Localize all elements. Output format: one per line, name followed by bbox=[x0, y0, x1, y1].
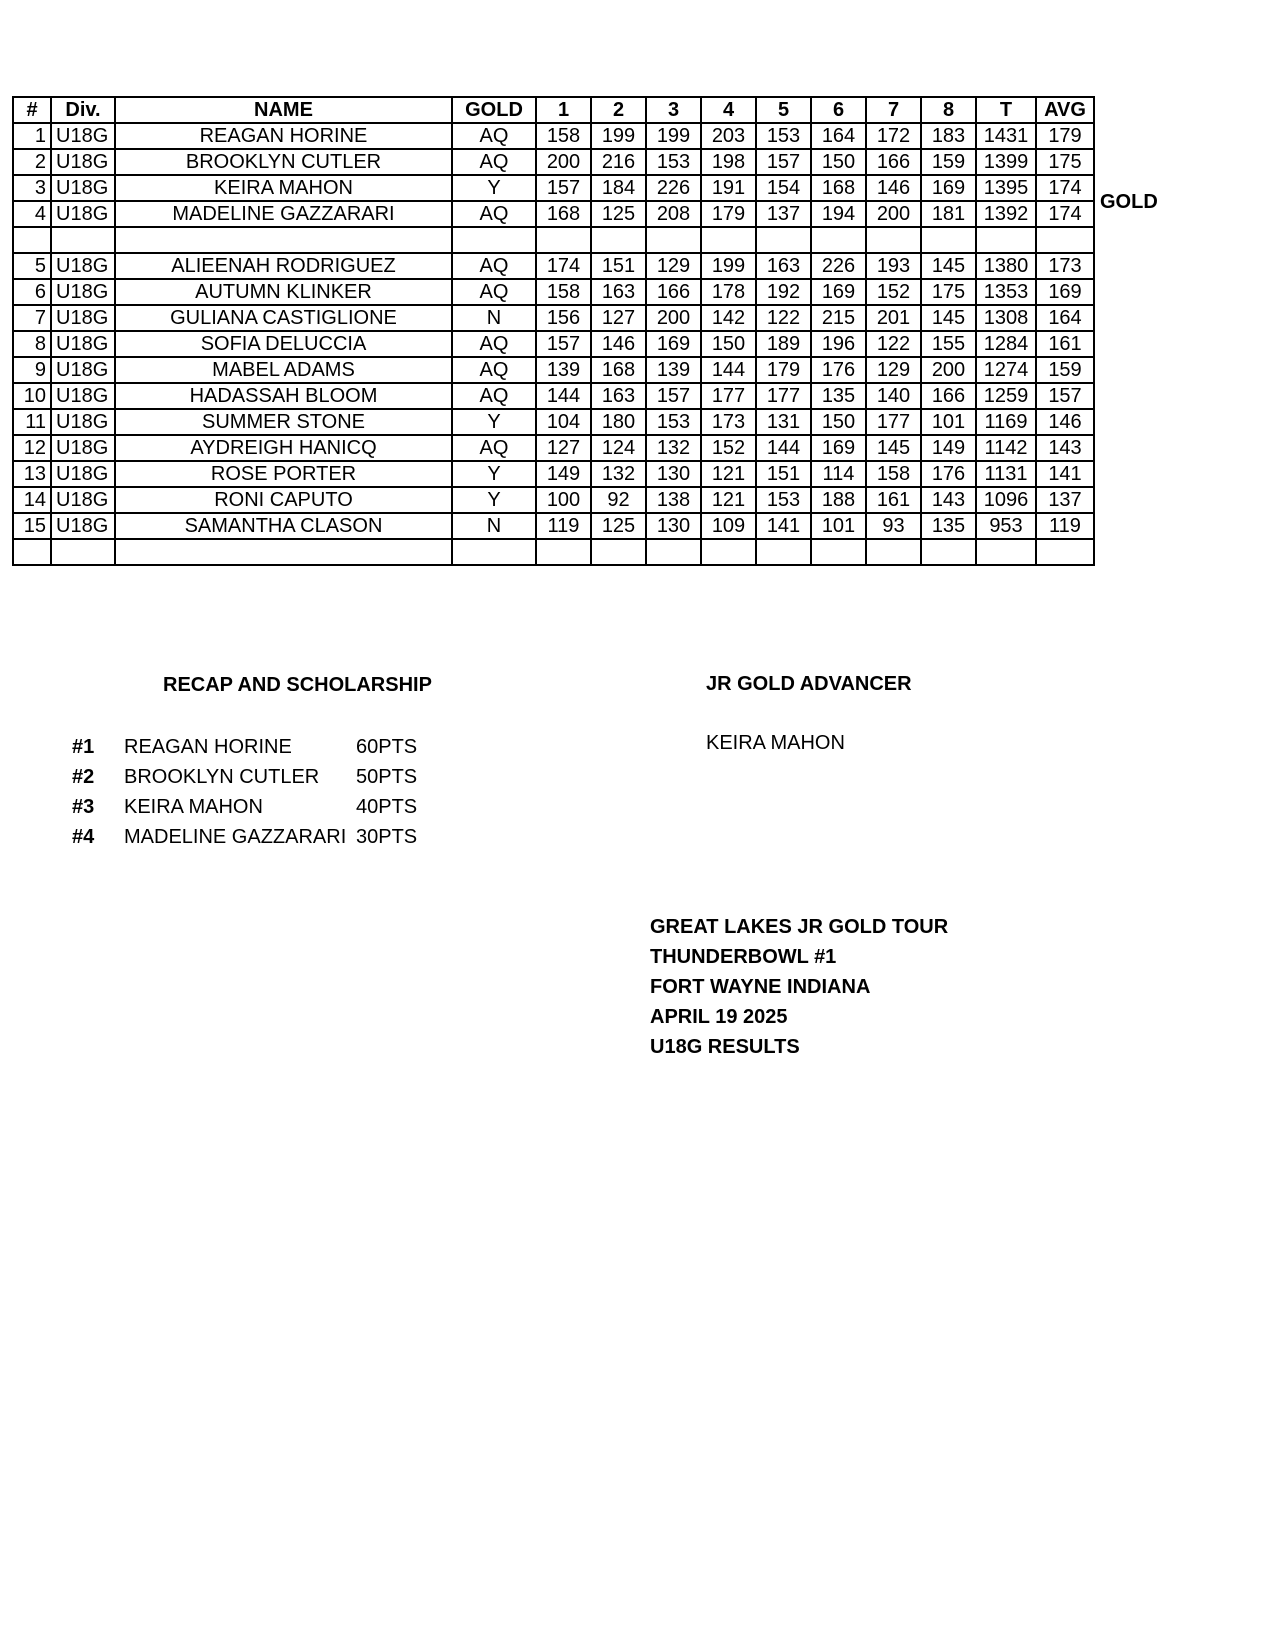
cell-total: 1142 bbox=[976, 435, 1036, 461]
cell-game-1: 139 bbox=[536, 357, 591, 383]
cell-total: 953 bbox=[976, 513, 1036, 539]
cell-game-3: 153 bbox=[646, 149, 701, 175]
cell-game-8: 155 bbox=[921, 331, 976, 357]
cell-gold: AQ bbox=[452, 383, 536, 409]
cell-rank bbox=[13, 539, 51, 565]
cell-name: AYDREIGH HANICQ bbox=[115, 435, 452, 461]
cell-game-1: 157 bbox=[536, 175, 591, 201]
cell-game-4: 178 bbox=[701, 279, 756, 305]
cell-gold: AQ bbox=[452, 357, 536, 383]
cell-gold: Y bbox=[452, 175, 536, 201]
cell-game-5: 137 bbox=[756, 201, 811, 227]
header-game-7: 7 bbox=[866, 97, 921, 123]
cell-game-4 bbox=[701, 227, 756, 253]
recap-rank: #4 bbox=[72, 825, 95, 848]
cell-rank: 5 bbox=[13, 253, 51, 279]
cell-game-2: 163 bbox=[591, 279, 646, 305]
cell-total: 1308 bbox=[976, 305, 1036, 331]
cell-gold: N bbox=[452, 305, 536, 331]
cell-game-4: 179 bbox=[701, 201, 756, 227]
cell-game-6: 215 bbox=[811, 305, 866, 331]
cell-rank: 8 bbox=[13, 331, 51, 357]
cell-name: ALIEENAH RODRIGUEZ bbox=[115, 253, 452, 279]
header-average: AVG bbox=[1036, 97, 1094, 123]
cell-rank: 14 bbox=[13, 487, 51, 513]
event-info bbox=[650, 912, 948, 1062]
cell-name: SAMANTHA CLASON bbox=[115, 513, 452, 539]
cell-game-1: 156 bbox=[536, 305, 591, 331]
cell-game-2 bbox=[591, 539, 646, 565]
recap-name: KEIRA MAHON bbox=[124, 795, 263, 818]
header-game-6: 6 bbox=[811, 97, 866, 123]
cell-game-5: 157 bbox=[756, 149, 811, 175]
cell-rank: 1 bbox=[13, 123, 51, 149]
cell-gold: N bbox=[452, 513, 536, 539]
cell-game-7: 201 bbox=[866, 305, 921, 331]
cell-game-2: 146 bbox=[591, 331, 646, 357]
cell-game-6: 169 bbox=[811, 279, 866, 305]
cell-game-2 bbox=[591, 227, 646, 253]
cell-division: U18G bbox=[51, 461, 115, 487]
event-tour: GREAT LAKES JR GOLD TOUR bbox=[650, 916, 949, 938]
advancer-title: JR GOLD ADVANCER bbox=[706, 673, 912, 695]
cell-division: U18G bbox=[51, 409, 115, 435]
cell-game-1: 100 bbox=[536, 487, 591, 513]
cell-game-8: 181 bbox=[921, 201, 976, 227]
cell-average: 175 bbox=[1036, 149, 1094, 175]
cell-game-3: 169 bbox=[646, 331, 701, 357]
cell-game-2: 125 bbox=[591, 513, 646, 539]
cell-division: U18G bbox=[51, 383, 115, 409]
cell-average: 179 bbox=[1036, 123, 1094, 149]
cell-game-3: 139 bbox=[646, 357, 701, 383]
cell-rank: 2 bbox=[13, 149, 51, 175]
cell-game-8: 145 bbox=[921, 305, 976, 331]
cell-game-8: 176 bbox=[921, 461, 976, 487]
cell-total: 1274 bbox=[976, 357, 1036, 383]
cell-division: U18G bbox=[51, 435, 115, 461]
table-row bbox=[13, 305, 1094, 331]
cell-average: 146 bbox=[1036, 409, 1094, 435]
cell-division bbox=[51, 227, 115, 253]
cell-game-1: 149 bbox=[536, 461, 591, 487]
cell-rank: 3 bbox=[13, 175, 51, 201]
recap-item bbox=[72, 792, 417, 822]
cell-game-2: 125 bbox=[591, 201, 646, 227]
cell-name bbox=[115, 539, 452, 565]
cell-game-3: 166 bbox=[646, 279, 701, 305]
cell-game-6: 101 bbox=[811, 513, 866, 539]
event-name: THUNDERBOWL #1 bbox=[650, 946, 837, 968]
recap-item bbox=[72, 732, 417, 762]
cell-total: 1169 bbox=[976, 409, 1036, 435]
cell-game-4: 121 bbox=[701, 461, 756, 487]
cell-total: 1380 bbox=[976, 253, 1036, 279]
cell-game-3: 138 bbox=[646, 487, 701, 513]
event-date: APRIL 19 2025 bbox=[650, 1006, 788, 1028]
recap-rank: #1 bbox=[72, 735, 95, 758]
header-name: NAME bbox=[115, 97, 452, 123]
cell-game-8: 143 bbox=[921, 487, 976, 513]
cell-game-1: 157 bbox=[536, 331, 591, 357]
cell-game-1: 168 bbox=[536, 201, 591, 227]
table-row bbox=[13, 175, 1094, 201]
cell-game-1: 144 bbox=[536, 383, 591, 409]
cell-gold: AQ bbox=[452, 279, 536, 305]
cell-game-3: 208 bbox=[646, 201, 701, 227]
cell-average bbox=[1036, 539, 1094, 565]
cell-game-7: 152 bbox=[866, 279, 921, 305]
cell-game-2: 199 bbox=[591, 123, 646, 149]
cell-total: 1284 bbox=[976, 331, 1036, 357]
table-row bbox=[13, 383, 1094, 409]
cell-rank: 9 bbox=[13, 357, 51, 383]
cell-game-2: 124 bbox=[591, 435, 646, 461]
cell-name: ROSE PORTER bbox=[115, 461, 452, 487]
table-row bbox=[13, 227, 1094, 253]
cell-game-4: 109 bbox=[701, 513, 756, 539]
cell-name: BROOKLYN CUTLER bbox=[115, 149, 452, 175]
cell-game-1: 119 bbox=[536, 513, 591, 539]
cell-game-6: 176 bbox=[811, 357, 866, 383]
cell-average: 174 bbox=[1036, 175, 1094, 201]
cell-game-5: 153 bbox=[756, 123, 811, 149]
cell-game-7: 122 bbox=[866, 331, 921, 357]
cell-game-7: 158 bbox=[866, 461, 921, 487]
cell-total: 1131 bbox=[976, 461, 1036, 487]
cell-game-1: 174 bbox=[536, 253, 591, 279]
recap-rank: #3 bbox=[72, 795, 95, 818]
cell-game-8: 175 bbox=[921, 279, 976, 305]
cell-game-4: 150 bbox=[701, 331, 756, 357]
cell-gold: AQ bbox=[452, 331, 536, 357]
cell-game-8: 135 bbox=[921, 513, 976, 539]
cell-rank: 12 bbox=[13, 435, 51, 461]
cell-game-4: 142 bbox=[701, 305, 756, 331]
cell-name: RONI CAPUTO bbox=[115, 487, 452, 513]
cell-name: MABEL ADAMS bbox=[115, 357, 452, 383]
cell-game-7: 93 bbox=[866, 513, 921, 539]
cell-average: 161 bbox=[1036, 331, 1094, 357]
cell-game-4 bbox=[701, 539, 756, 565]
cell-name: HADASSAH BLOOM bbox=[115, 383, 452, 409]
recap-list bbox=[72, 732, 417, 852]
cell-average: 137 bbox=[1036, 487, 1094, 513]
cell-name: REAGAN HORINE bbox=[115, 123, 452, 149]
cell-game-5: 144 bbox=[756, 435, 811, 461]
table-row bbox=[13, 279, 1094, 305]
header-gold: GOLD bbox=[452, 97, 536, 123]
cell-total bbox=[976, 227, 1036, 253]
cell-game-4: 121 bbox=[701, 487, 756, 513]
cell-division: U18G bbox=[51, 201, 115, 227]
cell-rank: 15 bbox=[13, 513, 51, 539]
recap-rank: #2 bbox=[72, 765, 95, 788]
cell-game-4: 144 bbox=[701, 357, 756, 383]
header-game-2: 2 bbox=[591, 97, 646, 123]
recap-points: 30PTS bbox=[356, 825, 418, 848]
recap-points: 40PTS bbox=[356, 795, 418, 818]
cell-average: 141 bbox=[1036, 461, 1094, 487]
results-body bbox=[13, 123, 1094, 565]
cell-game-2: 151 bbox=[591, 253, 646, 279]
table-row bbox=[13, 253, 1094, 279]
cell-game-6: 194 bbox=[811, 201, 866, 227]
recap-name: REAGAN HORINE bbox=[124, 735, 292, 758]
cell-game-2: 127 bbox=[591, 305, 646, 331]
cell-average: 164 bbox=[1036, 305, 1094, 331]
cell-game-8: 149 bbox=[921, 435, 976, 461]
cell-game-7 bbox=[866, 227, 921, 253]
recap-points: 50PTS bbox=[356, 765, 418, 788]
table-row bbox=[13, 123, 1094, 149]
cell-game-2: 216 bbox=[591, 149, 646, 175]
cell-rank: 11 bbox=[13, 409, 51, 435]
cell-division: U18G bbox=[51, 331, 115, 357]
cell-game-5: 122 bbox=[756, 305, 811, 331]
cell-game-5: 151 bbox=[756, 461, 811, 487]
cell-game-8: 101 bbox=[921, 409, 976, 435]
cell-average bbox=[1036, 227, 1094, 253]
cell-division: U18G bbox=[51, 175, 115, 201]
cell-game-2: 168 bbox=[591, 357, 646, 383]
cell-rank: 7 bbox=[13, 305, 51, 331]
cell-game-3: 200 bbox=[646, 305, 701, 331]
cell-game-1: 158 bbox=[536, 123, 591, 149]
cell-game-7: 177 bbox=[866, 409, 921, 435]
cell-division: U18G bbox=[51, 279, 115, 305]
cell-game-5: 177 bbox=[756, 383, 811, 409]
cell-game-4: 191 bbox=[701, 175, 756, 201]
cell-total: 1259 bbox=[976, 383, 1036, 409]
cell-gold bbox=[452, 539, 536, 565]
cell-name bbox=[115, 227, 452, 253]
cell-rank: 10 bbox=[13, 383, 51, 409]
header-game-5: 5 bbox=[756, 97, 811, 123]
cell-game-5: 189 bbox=[756, 331, 811, 357]
cell-game-5: 153 bbox=[756, 487, 811, 513]
table-row bbox=[13, 461, 1094, 487]
table-row bbox=[13, 513, 1094, 539]
cell-game-5: 179 bbox=[756, 357, 811, 383]
cell-total bbox=[976, 539, 1036, 565]
cell-gold: Y bbox=[452, 487, 536, 513]
advancer-name: KEIRA MAHON bbox=[706, 732, 845, 754]
results-table bbox=[12, 96, 1095, 566]
cell-game-5: 192 bbox=[756, 279, 811, 305]
cell-average: 174 bbox=[1036, 201, 1094, 227]
cell-game-7: 161 bbox=[866, 487, 921, 513]
cell-game-4: 177 bbox=[701, 383, 756, 409]
cell-division: U18G bbox=[51, 487, 115, 513]
cell-name: AUTUMN KLINKER bbox=[115, 279, 452, 305]
cell-division bbox=[51, 539, 115, 565]
cell-game-1 bbox=[536, 539, 591, 565]
recap-item bbox=[72, 762, 417, 792]
recap-item bbox=[72, 822, 417, 852]
cell-game-7: 172 bbox=[866, 123, 921, 149]
cell-name: SUMMER STONE bbox=[115, 409, 452, 435]
cell-gold: AQ bbox=[452, 435, 536, 461]
cell-average: 119 bbox=[1036, 513, 1094, 539]
cell-game-8 bbox=[921, 539, 976, 565]
header-game-1: 1 bbox=[536, 97, 591, 123]
cell-game-6: 188 bbox=[811, 487, 866, 513]
cell-game-4: 199 bbox=[701, 253, 756, 279]
recap-points: 60PTS bbox=[356, 735, 418, 758]
table-row bbox=[13, 409, 1094, 435]
cell-game-2: 184 bbox=[591, 175, 646, 201]
cell-game-2: 180 bbox=[591, 409, 646, 435]
cell-name: GULIANA CASTIGLIONE bbox=[115, 305, 452, 331]
cell-gold: AQ bbox=[452, 253, 536, 279]
cell-division: U18G bbox=[51, 253, 115, 279]
cell-total: 1395 bbox=[976, 175, 1036, 201]
cell-game-3: 226 bbox=[646, 175, 701, 201]
header-game-8: 8 bbox=[921, 97, 976, 123]
table-row bbox=[13, 435, 1094, 461]
cell-game-1: 127 bbox=[536, 435, 591, 461]
cell-game-5 bbox=[756, 539, 811, 565]
cell-average: 157 bbox=[1036, 383, 1094, 409]
table-row bbox=[13, 201, 1094, 227]
cell-game-8: 145 bbox=[921, 253, 976, 279]
table-row bbox=[13, 331, 1094, 357]
cell-game-3: 129 bbox=[646, 253, 701, 279]
cell-game-7: 129 bbox=[866, 357, 921, 383]
cell-game-5: 163 bbox=[756, 253, 811, 279]
cell-game-7: 140 bbox=[866, 383, 921, 409]
cell-gold: Y bbox=[452, 409, 536, 435]
cell-game-5: 141 bbox=[756, 513, 811, 539]
cell-game-6: 164 bbox=[811, 123, 866, 149]
cell-game-1: 158 bbox=[536, 279, 591, 305]
table-row bbox=[13, 539, 1094, 565]
table-header-row bbox=[13, 97, 1094, 123]
cell-game-8: 159 bbox=[921, 149, 976, 175]
cell-game-6: 150 bbox=[811, 149, 866, 175]
cell-game-5: 154 bbox=[756, 175, 811, 201]
cell-game-8: 200 bbox=[921, 357, 976, 383]
cell-division: U18G bbox=[51, 513, 115, 539]
cell-game-3: 157 bbox=[646, 383, 701, 409]
cell-game-8: 169 bbox=[921, 175, 976, 201]
cell-game-3: 153 bbox=[646, 409, 701, 435]
cell-total: 1399 bbox=[976, 149, 1036, 175]
cell-game-8: 183 bbox=[921, 123, 976, 149]
cell-division: U18G bbox=[51, 123, 115, 149]
cell-average: 169 bbox=[1036, 279, 1094, 305]
header-total: T bbox=[976, 97, 1036, 123]
cell-game-3 bbox=[646, 227, 701, 253]
gold-note: GOLD bbox=[1100, 191, 1158, 213]
cell-division: U18G bbox=[51, 357, 115, 383]
header-game-4: 4 bbox=[701, 97, 756, 123]
cell-rank bbox=[13, 227, 51, 253]
cell-game-5 bbox=[756, 227, 811, 253]
cell-game-4: 152 bbox=[701, 435, 756, 461]
cell-game-7: 166 bbox=[866, 149, 921, 175]
cell-game-4: 203 bbox=[701, 123, 756, 149]
cell-game-3: 132 bbox=[646, 435, 701, 461]
cell-game-6: 169 bbox=[811, 435, 866, 461]
header-rank: # bbox=[13, 97, 51, 123]
table-row bbox=[13, 357, 1094, 383]
cell-name: KEIRA MAHON bbox=[115, 175, 452, 201]
cell-game-6: 135 bbox=[811, 383, 866, 409]
cell-name: MADELINE GAZZARARI bbox=[115, 201, 452, 227]
cell-game-2: 92 bbox=[591, 487, 646, 513]
header-game-3: 3 bbox=[646, 97, 701, 123]
cell-division: U18G bbox=[51, 149, 115, 175]
cell-gold: Y bbox=[452, 461, 536, 487]
cell-game-8: 166 bbox=[921, 383, 976, 409]
cell-game-3: 130 bbox=[646, 513, 701, 539]
table-row bbox=[13, 149, 1094, 175]
cell-average: 143 bbox=[1036, 435, 1094, 461]
table-row bbox=[13, 487, 1094, 513]
event-location: FORT WAYNE INDIANA bbox=[650, 976, 871, 998]
cell-game-5: 131 bbox=[756, 409, 811, 435]
cell-game-6: 168 bbox=[811, 175, 866, 201]
recap-title: RECAP AND SCHOLARSHIP bbox=[163, 674, 432, 696]
header-division: Div. bbox=[51, 97, 115, 123]
cell-game-4: 198 bbox=[701, 149, 756, 175]
cell-game-2: 163 bbox=[591, 383, 646, 409]
cell-game-3 bbox=[646, 539, 701, 565]
cell-rank: 6 bbox=[13, 279, 51, 305]
cell-rank: 13 bbox=[13, 461, 51, 487]
cell-game-6: 226 bbox=[811, 253, 866, 279]
cell-game-7 bbox=[866, 539, 921, 565]
recap-name: BROOKLYN CUTLER bbox=[124, 765, 320, 788]
cell-game-1: 200 bbox=[536, 149, 591, 175]
cell-gold: AQ bbox=[452, 149, 536, 175]
cell-game-7: 146 bbox=[866, 175, 921, 201]
cell-total: 1353 bbox=[976, 279, 1036, 305]
cell-game-1 bbox=[536, 227, 591, 253]
cell-game-7: 200 bbox=[866, 201, 921, 227]
cell-rank: 4 bbox=[13, 201, 51, 227]
cell-gold: AQ bbox=[452, 123, 536, 149]
cell-name: SOFIA DELUCCIA bbox=[115, 331, 452, 357]
cell-gold: AQ bbox=[452, 201, 536, 227]
cell-game-1: 104 bbox=[536, 409, 591, 435]
cell-total: 1392 bbox=[976, 201, 1036, 227]
cell-division: U18G bbox=[51, 305, 115, 331]
event-division: U18G RESULTS bbox=[650, 1036, 800, 1058]
cell-game-3: 130 bbox=[646, 461, 701, 487]
cell-game-8 bbox=[921, 227, 976, 253]
cell-average: 173 bbox=[1036, 253, 1094, 279]
cell-total: 1431 bbox=[976, 123, 1036, 149]
cell-average: 159 bbox=[1036, 357, 1094, 383]
cell-game-3: 199 bbox=[646, 123, 701, 149]
cell-game-6: 150 bbox=[811, 409, 866, 435]
cell-total: 1096 bbox=[976, 487, 1036, 513]
cell-game-6 bbox=[811, 539, 866, 565]
cell-game-7: 193 bbox=[866, 253, 921, 279]
cell-game-2: 132 bbox=[591, 461, 646, 487]
cell-game-6: 196 bbox=[811, 331, 866, 357]
cell-game-6 bbox=[811, 227, 866, 253]
recap-name: MADELINE GAZZARARI bbox=[124, 825, 347, 848]
cell-gold bbox=[452, 227, 536, 253]
cell-game-6: 114 bbox=[811, 461, 866, 487]
cell-game-4: 173 bbox=[701, 409, 756, 435]
cell-game-7: 145 bbox=[866, 435, 921, 461]
